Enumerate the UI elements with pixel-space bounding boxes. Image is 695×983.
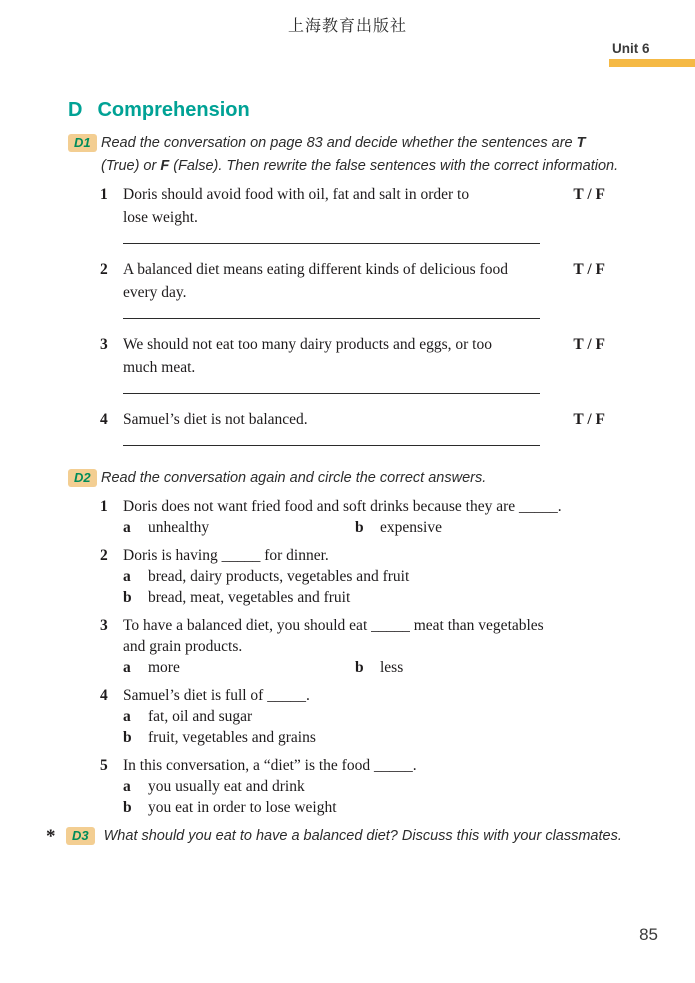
option-text: you usually eat and drink	[148, 778, 305, 795]
publisher-text: 上海教育出版社	[287, 18, 407, 35]
option	[355, 657, 403, 678]
section-letter: D	[68, 99, 83, 121]
tf-choice: T / F	[573, 336, 605, 353]
option-letter: b	[123, 729, 132, 746]
option-text: bread, meat, vegetables and fruit	[148, 589, 351, 606]
question-number: 5	[100, 757, 108, 774]
options	[123, 706, 630, 748]
tf-question	[100, 333, 605, 379]
option-letter: a	[123, 568, 131, 585]
tf-choice: T / F	[573, 261, 605, 278]
option-letter: a	[123, 778, 131, 795]
question-number: 3	[100, 617, 108, 634]
tf-question	[100, 408, 605, 431]
question-text: Samuel’s diet is full of _____.	[123, 687, 310, 704]
option-letter: a	[123, 708, 131, 725]
option	[355, 517, 442, 538]
d2-instructions-row	[68, 467, 623, 490]
question-number: 4	[100, 411, 108, 428]
tf-question	[100, 183, 605, 229]
question-text: Doris is having _____ for dinner.	[123, 547, 329, 564]
option-letter: a	[123, 519, 131, 536]
question-number: 3	[100, 336, 108, 353]
d2-badge: D2	[68, 469, 97, 487]
option-text: bread, dairy products, vegetables and fruit	[148, 568, 410, 585]
unit-tab	[609, 41, 695, 67]
mc-question	[100, 615, 630, 678]
options	[123, 776, 630, 818]
d3-badge: D3	[66, 827, 95, 845]
question-text: A balanced diet means eating different kinds of delicious food every day.	[123, 261, 508, 301]
page-number: 85	[639, 925, 658, 944]
option-letter: a	[123, 659, 131, 676]
answer-line	[123, 243, 540, 244]
section-heading	[68, 99, 695, 122]
question-text: We should not eat too many dairy products and eggs, or too much meat.	[123, 336, 492, 376]
mc-question	[100, 545, 630, 608]
option-text: you eat in order to lose weight	[148, 799, 337, 816]
tf-choice: T / F	[573, 186, 605, 203]
option-text: more	[148, 659, 180, 676]
option	[123, 517, 355, 538]
option	[123, 657, 355, 678]
mc-question	[100, 685, 630, 748]
answer-line	[123, 445, 540, 446]
d1-instructions: Read the conversation on page 83 and decide whether the sentences are T (True) or F (False). Then rewrite the false sentences with the correct information.	[101, 135, 619, 174]
star-marker: *	[46, 826, 56, 847]
option-letter: b	[123, 799, 132, 816]
unit-label: Unit 6	[612, 41, 650, 56]
question-number: 1	[100, 498, 108, 515]
question-number: 4	[100, 687, 108, 704]
option	[123, 797, 630, 818]
option-text: expensive	[380, 519, 442, 536]
unit-accent-bar	[609, 59, 695, 67]
option-letter: b	[123, 589, 132, 606]
d1-badge: D1	[68, 134, 97, 152]
question-number: 2	[100, 261, 108, 278]
option	[123, 706, 630, 727]
option	[123, 727, 630, 748]
tf-choice: T / F	[573, 411, 605, 428]
option-text: fruit, vegetables and grains	[148, 729, 316, 746]
option-text: unhealthy	[148, 519, 210, 536]
options	[123, 517, 630, 538]
section-title: Comprehension	[97, 99, 250, 121]
options	[123, 657, 630, 678]
options	[123, 566, 630, 608]
d1-instructions-row	[68, 132, 623, 178]
question-number: 2	[100, 547, 108, 564]
mc-question	[100, 755, 630, 818]
answer-line	[123, 393, 540, 394]
option-letter: b	[355, 519, 364, 536]
tf-question	[100, 258, 605, 304]
option-text: less	[380, 659, 404, 676]
question-text: In this conversation, a “diet” is the food _____.	[123, 757, 417, 774]
question-text: Samuel’s diet is not balanced.	[123, 411, 308, 428]
question-number: 1	[100, 186, 108, 203]
option	[123, 776, 630, 797]
question-text: Doris should avoid food with oil, fat and salt in order to lose weight.	[123, 186, 470, 226]
d3-row	[46, 826, 695, 847]
option	[123, 587, 630, 608]
question-text: To have a balanced diet, you should eat _____ meat than vegetables and grain products.	[123, 617, 544, 655]
option-text: fat, oil and sugar	[148, 708, 253, 725]
option-letter: b	[355, 659, 364, 676]
answer-line	[123, 318, 540, 319]
d3-instructions: What should you eat to have a balanced diet? Discuss this with your classmates.	[103, 828, 622, 844]
d2-instructions: Read the conversation again and circle the correct answers.	[101, 470, 487, 486]
question-text: Doris does not want fried food and soft drinks because they are _____.	[123, 498, 562, 515]
option	[123, 566, 630, 587]
mc-question	[100, 496, 630, 538]
